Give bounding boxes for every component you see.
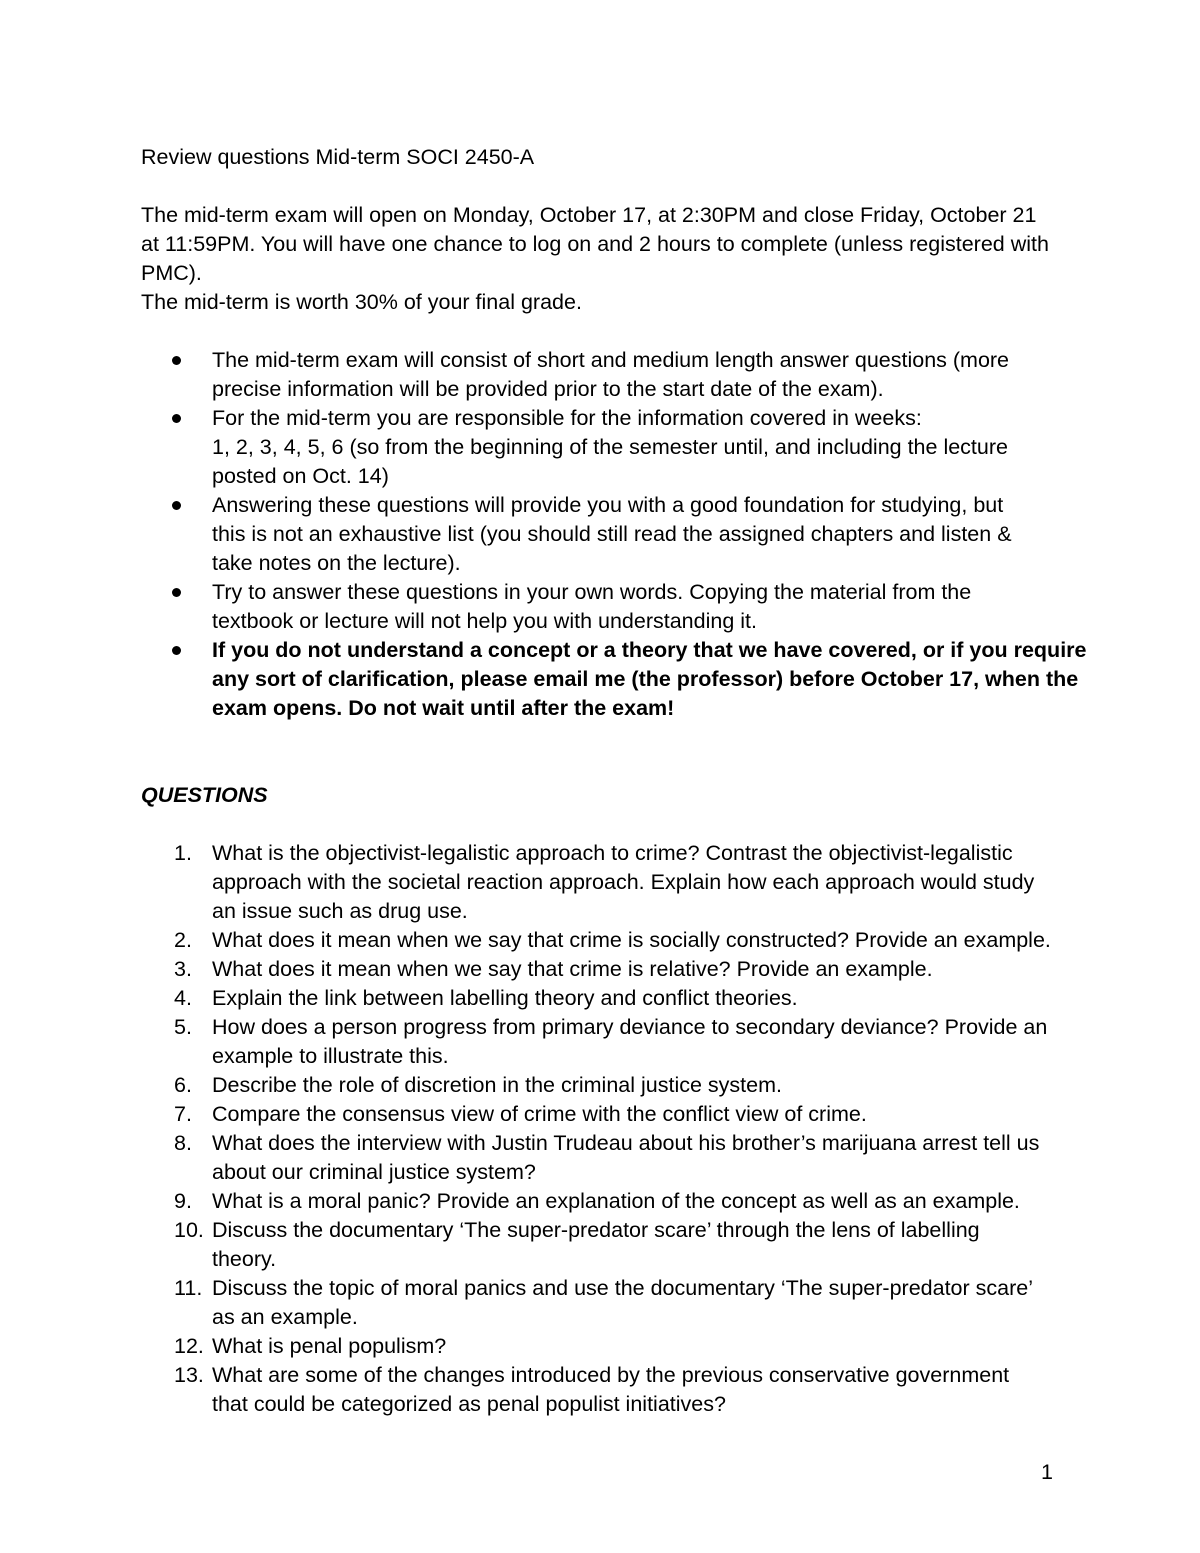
bullet-item-emphasis [141,636,1087,723]
intro-paragraph [141,201,1071,317]
question-text: What are some of the changes introduced by the previous conservative government that could be categorized as penal populist initiatives? [212,1363,1010,1416]
intro-line: at 11:59PM. You will have one chance to log on and 2 hours to complete (unless registered with [141,232,1049,256]
question-item [141,926,1071,955]
question-number: 12. [174,1334,204,1358]
question-item [141,1013,1071,1071]
question-item [141,1071,1071,1100]
question-text: Explain the link between labelling theory and conflict theories. [212,986,798,1010]
question-item [141,984,1071,1013]
question-number: 13. [174,1363,204,1387]
question-item [141,1216,1071,1274]
bullet-icon [172,646,181,655]
bullet-text: Try to answer these questions in your own words. Copying the material from the textbook or lecture will not help you with understanding it. [212,580,972,633]
question-text: What is a moral panic? Provide an explanation of the concept as well as an example. [212,1189,1020,1213]
question-item [141,1332,1071,1361]
question-text: Discuss the topic of moral panics and use the documentary ‘The super-predator scare’ as an example. [212,1276,1033,1329]
question-text: What does the interview with Justin Trudeau about his brother’s marijuana arrest tell us about our criminal justice system? [212,1131,1040,1184]
question-text: Compare the consensus view of crime with the conflict view of crime. [212,1102,867,1126]
question-number: 8. [174,1131,192,1155]
question-item [141,1187,1071,1216]
bullet-text-bold: If you do not understand a concept or a theory that we have covered, or if you require any sort of clarification, please email me (the professor) before October 17, when the exam opens. Do not wait until after the exam! [212,638,1087,720]
question-item [141,955,1071,984]
spacer [141,317,1071,346]
question-number: 2. [174,928,192,952]
questions-heading: QUESTIONS [141,783,268,807]
document-body [141,143,1087,1419]
bullet-icon [172,501,181,510]
question-text: What is penal populism? [212,1334,447,1358]
question-number: 9. [174,1189,192,1213]
instructions-bullet-list [141,346,1087,723]
bullet-icon [172,588,181,597]
question-number: 3. [174,957,192,981]
page-number: 1 [1041,1460,1053,1484]
bullet-item [141,578,1071,636]
bullet-icon [172,356,181,365]
spacer [141,723,1071,781]
question-number: 6. [174,1073,192,1097]
spacer [141,172,1071,201]
bullet-text: Answering these questions will provide you with a good foundation for studying, but this is not an exhaustive list (you should still read the assigned chapters and listen & take notes on the lecture). [212,493,1012,575]
question-number: 1. [174,841,192,865]
question-text: What does it mean when we say that crime is relative? Provide an example. [212,957,933,981]
question-number: 4. [174,986,192,1010]
intro-line: PMC). [141,261,202,285]
question-item [141,1100,1071,1129]
question-item [141,1274,1071,1332]
bullet-item [141,491,1071,578]
document-title: Review questions Mid-term SOCI 2450-A [141,145,535,169]
question-item [141,839,1071,926]
intro-line: The mid-term exam will open on Monday, October 17, at 2:30PM and close Friday, October 21 [141,203,1037,227]
question-text: What is the objectivist-legalistic approach to crime? Contrast the objectivist-legalistic approach with the societal reaction approach. Explain how each approach would study an issue such as drug use. [212,841,1035,923]
bullet-item [141,346,1071,404]
question-item [141,1361,1071,1419]
grade-weight-line: The mid-term is worth 30% of your final grade. [141,290,582,314]
question-text: What does it mean when we say that crime is socially constructed? Provide an example. [212,928,1051,952]
bullet-icon [172,414,181,423]
questions-list [141,810,1071,1419]
bullet-text: For the mid-term you are responsible for the information covered in weeks: 1, 2, 3, 4, 5, 6 (so from the beginning of the semester until, and including the lecture posted on Oct. 14) [212,406,1008,488]
question-text: Discuss the documentary ‘The super-predator scare’ through the lens of labelling theory. [212,1218,980,1271]
question-number: 10. [174,1218,204,1242]
question-text: How does a person progress from primary deviance to secondary deviance? Provide an example to illustrate this. [212,1015,1048,1068]
question-text: Describe the role of discretion in the criminal justice system. [212,1073,782,1097]
bullet-item [141,404,1071,491]
question-item [141,1129,1071,1187]
question-number: 11. [174,1276,203,1300]
question-number: 5. [174,1015,192,1039]
question-number: 7. [174,1102,192,1126]
bullet-text: The mid-term exam will consist of short and medium length answer questions (more precise information will be provided prior to the start date of the exam). [212,348,1010,401]
